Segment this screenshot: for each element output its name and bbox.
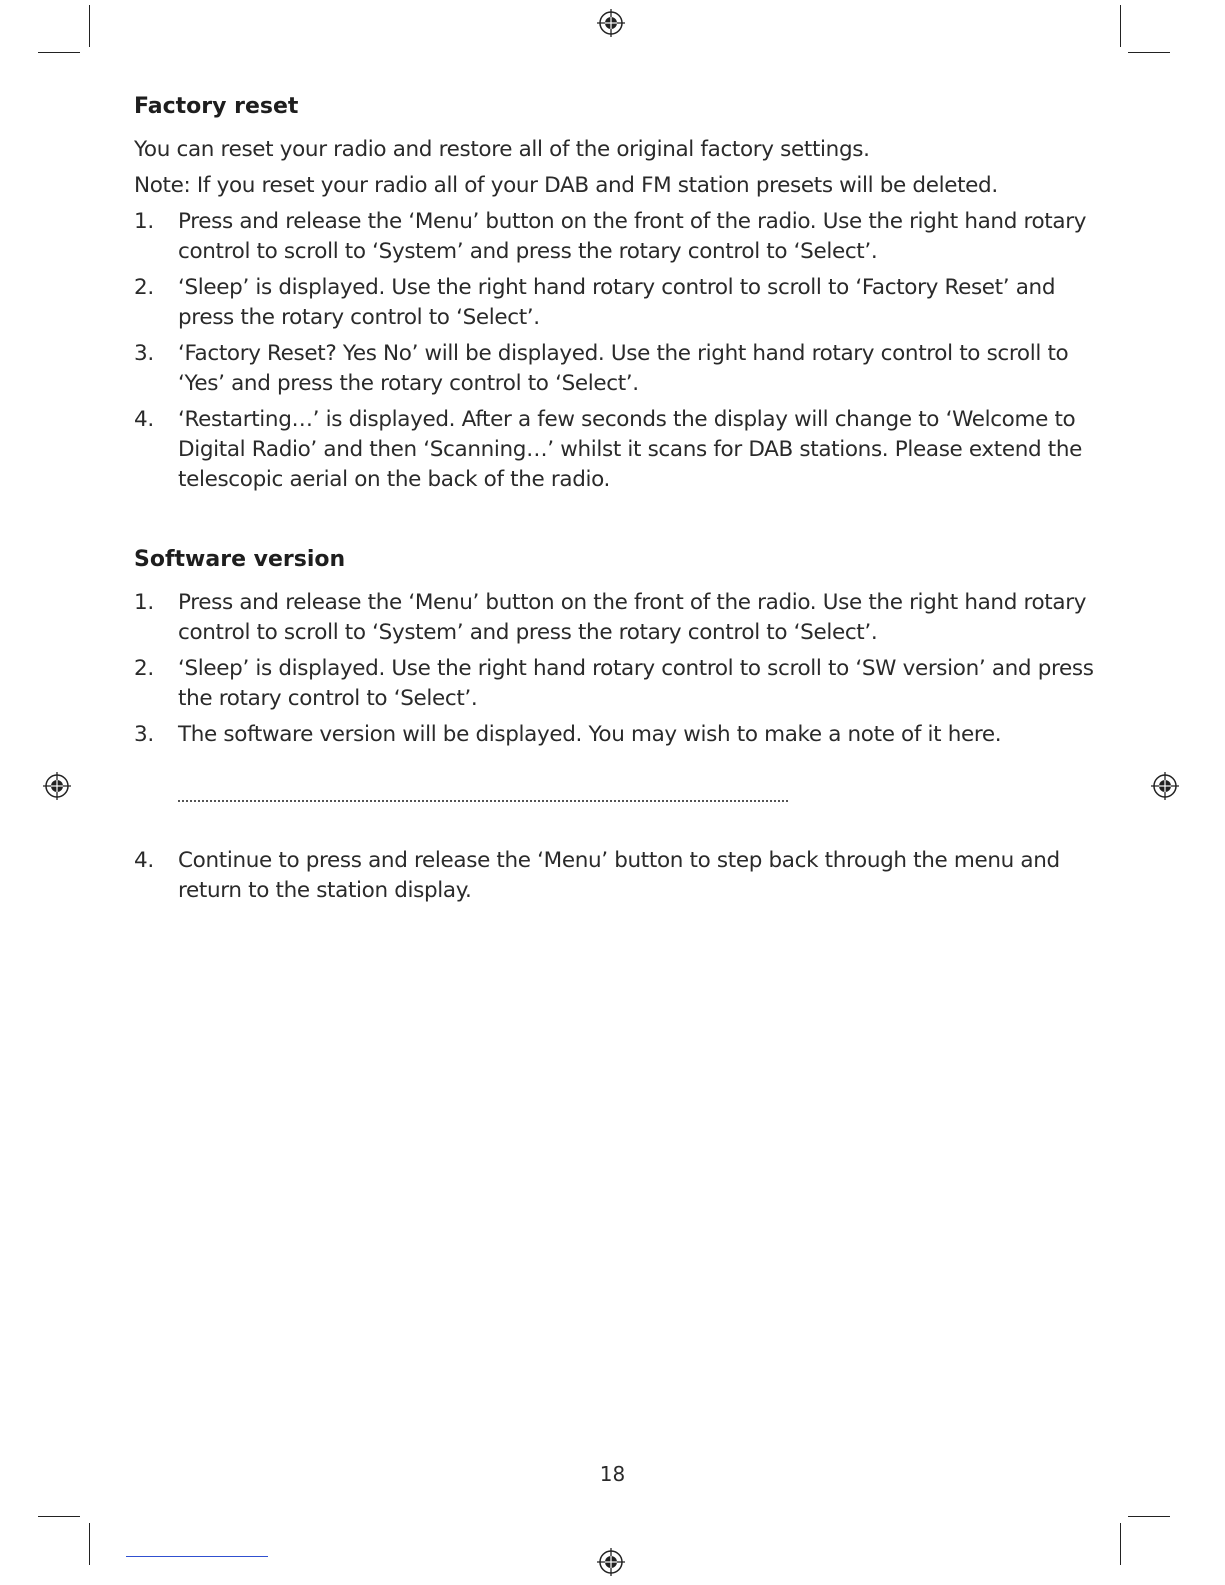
step-text: ‘Sleep’ is displayed. Use the right hand rotary control to scroll to ‘Factory Reset’ and press the rotary control to ‘Select’. <box>178 275 1056 330</box>
step-number: 3. <box>134 722 154 747</box>
step-text: ‘Restarting…’ is displayed. After a few seconds the display will change to ‘Welcome to Digital Radio’ and then ‘Scanning…’ whilst it scans for DAB stations. Please extend the telescopic aerial on the back of the radio. <box>178 407 1083 492</box>
software-version-final-step <box>134 846 1094 906</box>
step-number: 2. <box>134 656 154 681</box>
list-item <box>134 273 1094 333</box>
step-number: 1. <box>134 209 154 234</box>
footer-underline <box>126 1556 268 1557</box>
step-text: Continue to press and release the ‘Menu’ button to step back through the menu and return to the station display. <box>178 848 1060 903</box>
page-number: 18 <box>599 1462 626 1486</box>
crop-mark <box>1128 52 1170 53</box>
crop-mark <box>89 5 90 47</box>
note-dotted-line <box>178 796 788 802</box>
factory-reset-section <box>134 92 1094 495</box>
software-version-section <box>134 545 1094 906</box>
list-item <box>134 207 1094 267</box>
list-item <box>134 588 1094 648</box>
crop-mark <box>1128 1516 1170 1517</box>
factory-reset-intro: You can reset your radio and restore all of the original factory settings. <box>134 137 870 162</box>
step-text: ‘Sleep’ is displayed. Use the right hand rotary control to scroll to ‘SW version’ and press the rotary control to ‘Select’. <box>178 656 1094 711</box>
step-number: 4. <box>134 848 154 873</box>
list-item <box>134 405 1094 495</box>
registration-target-icon <box>596 1547 626 1577</box>
list-item <box>134 339 1094 399</box>
crop-mark <box>89 1523 90 1565</box>
software-version-heading: Software version <box>134 547 346 572</box>
factory-reset-heading: Factory reset <box>134 94 299 119</box>
step-number: 4. <box>134 407 154 432</box>
crop-mark <box>38 52 80 53</box>
software-version-steps <box>134 588 1094 750</box>
factory-reset-steps <box>134 207 1094 495</box>
crop-mark <box>38 1516 80 1517</box>
registration-target-icon <box>596 8 626 38</box>
crop-mark <box>1120 5 1121 47</box>
step-text: Press and release the ‘Menu’ button on the front of the radio. Use the right hand rotary control to scroll to ‘System’ and press the rotary control to ‘Select’. <box>178 209 1087 264</box>
step-text: The software version will be displayed. You may wish to make a note of it here. <box>178 722 1002 747</box>
step-number: 1. <box>134 590 154 615</box>
list-item <box>134 654 1094 714</box>
step-text: Press and release the ‘Menu’ button on the front of the radio. Use the right hand rotary control to scroll to ‘System’ and press the rotary control to ‘Select’. <box>178 590 1087 645</box>
crop-mark <box>1120 1523 1121 1565</box>
registration-target-icon <box>42 771 72 801</box>
list-item <box>134 720 1094 750</box>
step-text: ‘Factory Reset? Yes No’ will be displayed. Use the right hand rotary control to scroll to ‘Yes’ and press the rotary control to ‘Select’. <box>178 341 1069 396</box>
registration-target-icon <box>1150 771 1180 801</box>
step-number: 3. <box>134 341 154 366</box>
page-content <box>134 92 1094 912</box>
list-item <box>134 846 1094 906</box>
factory-reset-note: Note: If you reset your radio all of your DAB and FM station presets will be deleted. <box>134 173 998 198</box>
step-number: 2. <box>134 275 154 300</box>
